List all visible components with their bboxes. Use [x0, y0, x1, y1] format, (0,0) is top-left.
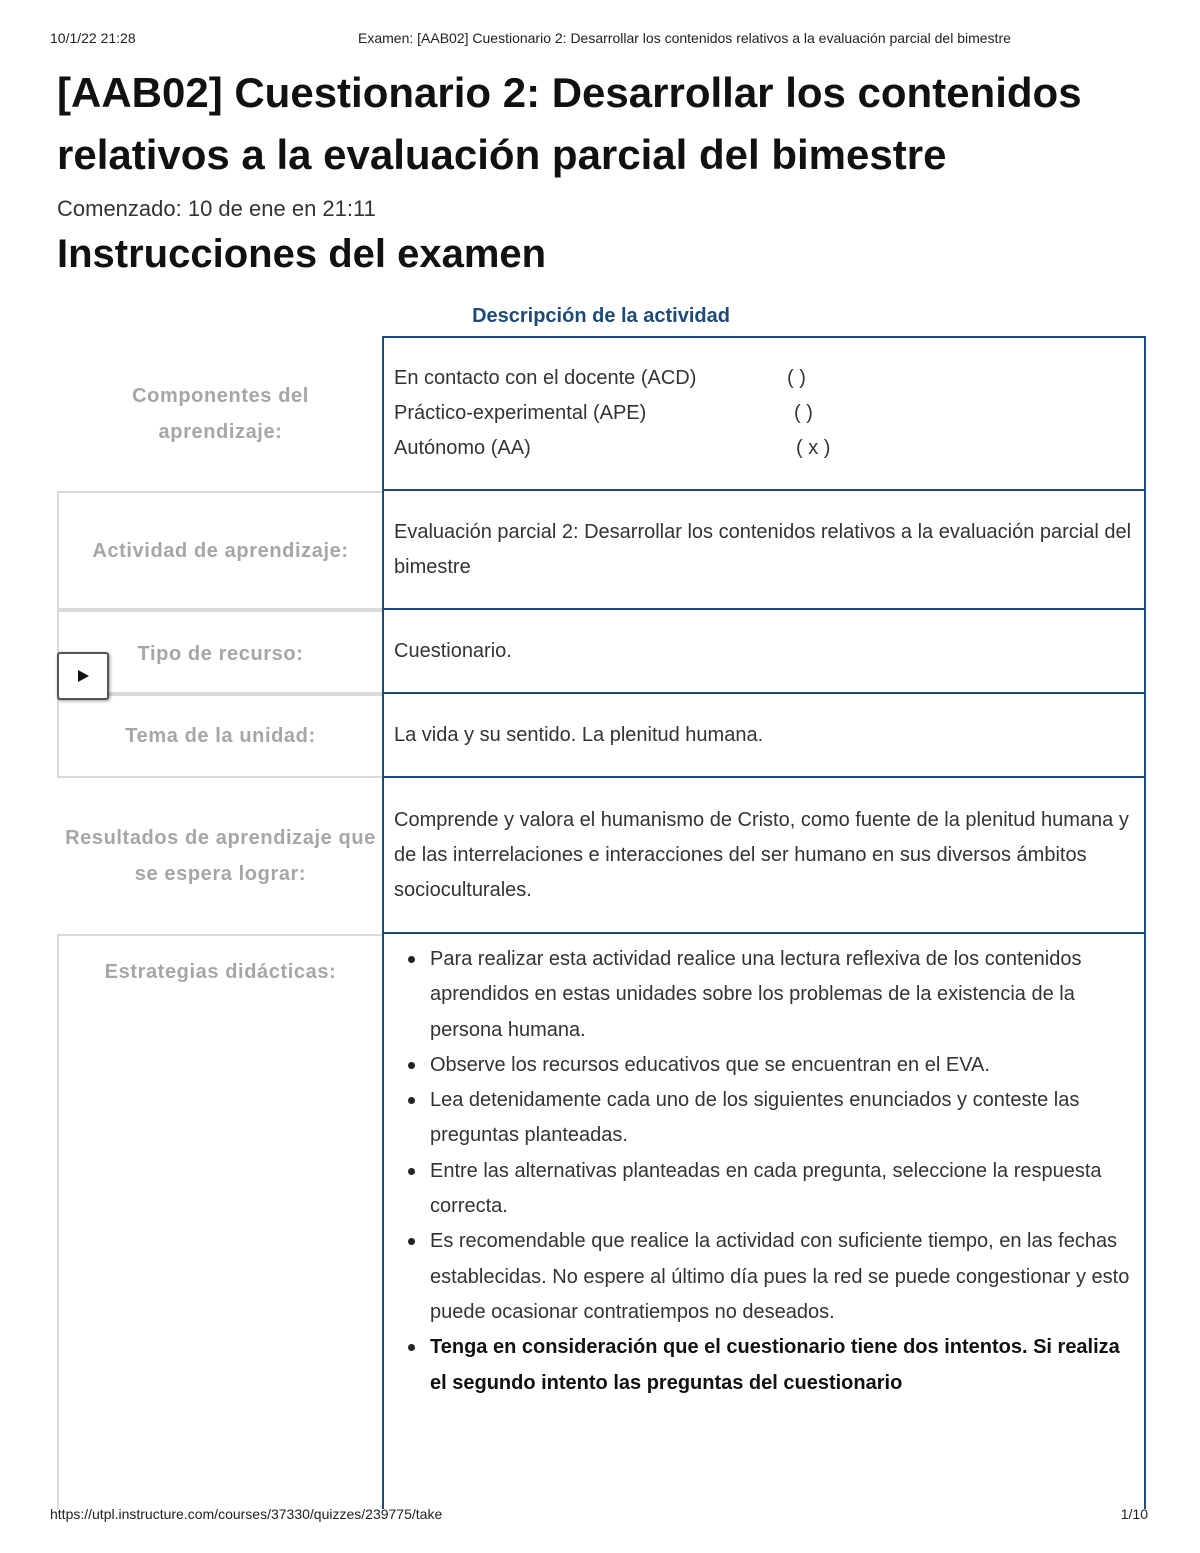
component-item-text: Autónomo (AA) [394, 437, 531, 459]
page-number: 1/10 [1120, 1506, 1148, 1522]
expected-results-label: Resultados de aprendizaje que se espera lograr: [65, 827, 376, 885]
play-icon [76, 669, 90, 683]
component-item-text: Práctico-experimental (APE) [394, 402, 647, 424]
list-item: Entre las alternativas planteadas en cada pregunta, seleccione la respuesta correcta. [394, 1154, 1138, 1225]
row-strategies [57, 934, 1146, 1509]
list-item: Es recomendable que realice la actividad con suficiente tiempo, en las fechas establecidas. No espere al último día pues la red se puede congestionar y esto puede ocasionar contratiempos no deseados. [394, 1224, 1138, 1330]
component-item [394, 396, 1134, 431]
activity-label: Actividad de aprendizaje: [57, 491, 382, 610]
row-expected-results [57, 778, 1146, 934]
list-item: Para realizar esta actividad realice una lectura reflexiva de los contenidos aprendidos en estas unidades sobre los problemas de la existencia de la persona humana. [394, 942, 1138, 1048]
print-date: 10/1/22 21:28 [50, 30, 136, 46]
resource-type-value: Cuestionario. [382, 610, 1146, 694]
component-item-mark: ( x ) [796, 437, 831, 459]
components-value [382, 336, 1146, 491]
row-unit-topic [57, 694, 1146, 778]
list-item: Lea detenidamente cada uno de los siguientes enunciados y conteste las preguntas planteadas. [394, 1083, 1138, 1154]
component-item [394, 431, 1134, 466]
list-item: Tenga en consideración que el cuestionario tiene dos intentos. Si realiza el segundo intento las preguntas del cuestionario [394, 1330, 1138, 1401]
strategies-value [382, 934, 1146, 1509]
row-resource-type [57, 610, 1146, 694]
component-item [394, 361, 1134, 396]
started-timestamp: Comenzado: 10 de ene en 21:11 [57, 196, 376, 221]
list-item: Observe los recursos educativos que se encuentran en el EVA. [394, 1048, 1138, 1083]
strategies-list [394, 934, 1138, 1401]
instructions-heading: Instrucciones del examen [57, 232, 547, 276]
page-title: [AAB02] Cuestionario 2: Desarrollar los contenidos relativos a la evaluación parcial del bimestre [57, 69, 1082, 178]
component-item-text: En contacto con el docente (ACD) [394, 367, 697, 389]
component-item-mark: ( ) [787, 367, 806, 389]
print-url: https://utpl.instructure.com/courses/37330/quizzes/239775/take [50, 1506, 443, 1522]
activity-description-heading: Descripción de la actividad [472, 305, 730, 327]
strategies-label: Estrategias didácticas: [57, 934, 382, 1509]
play-button[interactable] [57, 652, 109, 700]
print-header [48, 30, 1152, 50]
row-components [57, 336, 1146, 491]
unit-topic-value: La vida y su sentido. La plenitud humana. [382, 694, 1146, 778]
print-document-title: Examen: [AAB02] Cuestionario 2: Desarrollar los contenidos relativos a la evaluación parcial del bimestre [358, 30, 1011, 46]
row-activity [57, 491, 1146, 610]
activity-value: Evaluación parcial 2: Desarrollar los contenidos relativos a la evaluación parcial del bimestre [382, 491, 1146, 610]
unit-topic-label: Tema de la unidad: [57, 694, 382, 778]
component-item-mark: ( ) [794, 402, 813, 424]
resource-type-label: Tipo de recurso: [57, 610, 382, 694]
activity-description-table [57, 336, 1146, 1509]
print-footer [48, 1506, 1148, 1526]
expected-results-value: Comprende y valora el humanismo de Cristo, como fuente de la plenitud humana y de las interrelaciones e interacciones del ser humano en sus diversos ámbitos socioculturales. [382, 778, 1146, 934]
components-label: Componentes del aprendizaje: [132, 384, 309, 443]
